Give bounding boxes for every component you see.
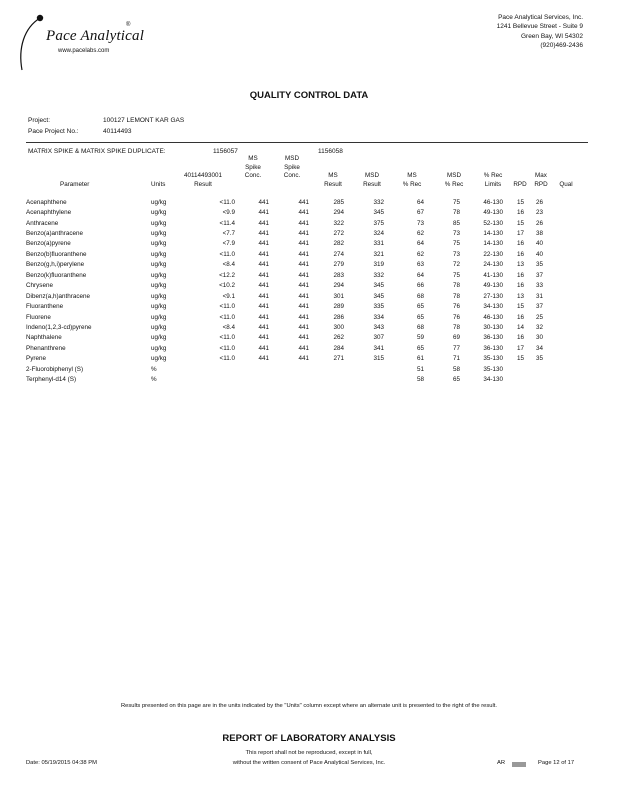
cell-rec-limits: 52-130 xyxy=(483,219,503,227)
cell-rec-limits: 36-130 xyxy=(483,334,503,342)
cell-msd-result xyxy=(344,374,384,384)
table-row xyxy=(26,301,543,311)
cell-msd-result: 331 xyxy=(373,240,384,248)
cell-ms-rec: 64 xyxy=(416,271,424,279)
cell-param: Pyrene xyxy=(26,355,46,363)
table-row xyxy=(26,354,543,364)
cell-ms-spike: 441 xyxy=(258,323,269,331)
cell-rec-limits: 34-130 xyxy=(483,303,503,311)
logo-url: www.pacelabs.com xyxy=(58,48,110,54)
page-title: QUALITY CONTROL DATA xyxy=(249,90,369,101)
cell-ms-spike: 441 xyxy=(258,355,269,363)
cell-rec-limits: 49-130 xyxy=(483,282,503,290)
address-line: Pace Analytical Services, Inc. xyxy=(498,14,583,21)
table-row xyxy=(26,197,543,207)
cell-ms-spike: 441 xyxy=(258,292,269,300)
cell-msd-result: 345 xyxy=(373,292,384,300)
cell-param: Benzo(a)pyrene xyxy=(26,240,71,248)
table-row xyxy=(26,364,543,374)
registered-mark: ® xyxy=(126,22,131,28)
cell-result: <11.0 xyxy=(219,198,235,206)
cell-rec-limits: 35-130 xyxy=(483,365,503,373)
cell-ms-rec: 51 xyxy=(416,365,424,373)
cell-max-rpd: 35 xyxy=(535,261,543,269)
table-row xyxy=(26,218,543,228)
table-row xyxy=(26,374,543,384)
cell-msd-rec: 75 xyxy=(452,240,460,248)
col-rec-limits-line: Limits xyxy=(484,180,502,188)
cell-rec-limits: 36-130 xyxy=(483,344,503,352)
cell-msd-rec: 85 xyxy=(452,219,460,227)
col-ms-result-line: Result xyxy=(324,180,342,188)
cell-rec-limits: 22-130 xyxy=(483,250,503,258)
cell-param: Fluorene xyxy=(26,313,51,321)
qc-table xyxy=(26,197,543,385)
table-row xyxy=(26,322,543,332)
address-line: Green Bay, WI 54302 xyxy=(520,32,583,40)
cell-msd-rec: 65 xyxy=(452,376,460,384)
cell-units: ug/kg xyxy=(151,250,167,258)
cell-msd-rec: 58 xyxy=(452,365,460,373)
cell-rpd: 16 xyxy=(516,282,524,290)
cell-result: <11.0 xyxy=(219,313,235,321)
col-ms-result-line: MS xyxy=(328,172,338,179)
cell-param: Benzo(a)anthracene xyxy=(26,230,84,238)
cell-units: ug/kg xyxy=(151,344,167,352)
cell-msd-spike xyxy=(269,364,309,374)
table-row xyxy=(26,249,543,259)
cell-ms-result: 300 xyxy=(333,323,344,331)
cell-msd-result: 341 xyxy=(373,344,384,352)
cell-msd-spike: 441 xyxy=(298,303,309,311)
cell-rpd: 13 xyxy=(516,261,524,269)
col-msd-result-line: MSD xyxy=(365,172,379,179)
col-msd-rec-line: MSD xyxy=(447,172,461,179)
cell-units: ug/kg xyxy=(151,271,167,279)
col-msd-rec xyxy=(439,172,469,189)
cell-msd-rec: 78 xyxy=(452,209,460,217)
cell-msd-spike: 441 xyxy=(298,271,309,279)
cell-ms-rec: 64 xyxy=(416,240,424,248)
cell-max-rpd: 25 xyxy=(535,313,543,321)
cell-units: % xyxy=(151,365,157,373)
cell-msd-result: 319 xyxy=(373,261,384,269)
table-row xyxy=(26,270,543,280)
cell-msd-spike: 441 xyxy=(298,282,309,290)
cell-param: Indeno(1,2,3-cd)pyrene xyxy=(26,323,92,331)
cell-rpd: 17 xyxy=(516,230,524,238)
cell-max-rpd xyxy=(524,374,543,384)
cell-rec-limits: 14-130 xyxy=(483,240,503,248)
cell-msd-spike xyxy=(269,374,309,384)
cell-rpd: 15 xyxy=(516,355,524,363)
cell-msd-result: 375 xyxy=(373,219,384,227)
col-result-line: 40114493001 xyxy=(183,172,223,179)
cell-rpd: 13 xyxy=(516,292,524,300)
cell-rpd xyxy=(503,374,524,384)
cell-msd-result: 345 xyxy=(373,209,384,217)
col-ms-spike-line: Spike xyxy=(245,163,261,171)
cell-units: ug/kg xyxy=(151,261,167,269)
cell-result: <11.0 xyxy=(219,250,235,258)
cell-ms-rec: 65 xyxy=(416,344,424,352)
cell-rec-limits: 49-130 xyxy=(483,209,503,217)
cell-msd-spike: 441 xyxy=(298,261,309,269)
cell-result xyxy=(191,364,235,374)
cell-rec-limits: 34-130 xyxy=(483,376,503,384)
cell-units: % xyxy=(151,376,157,384)
cell-rec-limits: 24-130 xyxy=(483,261,503,269)
cell-param: Dibenz(a,h)anthracene xyxy=(26,292,91,300)
cell-ms-result: 262 xyxy=(333,334,344,342)
cell-units: ug/kg xyxy=(151,209,167,217)
address-line: 1241 Bellevue Street - Suite 9 xyxy=(496,23,583,31)
cell-param: Naphthalene xyxy=(26,334,62,342)
cell-units: ug/kg xyxy=(151,219,167,227)
qc-table-body xyxy=(26,197,543,385)
cell-ms-result: 294 xyxy=(333,209,344,217)
footer-line-2: without the written consent of Pace Analytical Services, Inc. xyxy=(232,760,386,766)
cell-rpd: 15 xyxy=(516,303,524,311)
cell-msd-rec: 77 xyxy=(452,344,460,352)
cell-msd-result: 332 xyxy=(373,198,384,206)
cell-rpd: 16 xyxy=(516,313,524,321)
cell-msd-spike: 441 xyxy=(298,219,309,227)
pace-project-label: Pace Project No.: xyxy=(28,128,79,135)
cell-units: ug/kg xyxy=(151,303,167,311)
col-msd-spike-line: MSD xyxy=(285,155,299,162)
page-number: Page 12 of 17 xyxy=(538,760,575,766)
cell-msd-rec: 76 xyxy=(452,313,460,321)
cell-ms-rec: 63 xyxy=(416,261,424,269)
col-msd-spike-line: Conc. xyxy=(283,172,301,180)
table-row xyxy=(26,291,543,301)
cell-units: ug/kg xyxy=(151,334,167,342)
cell-msd-result: 335 xyxy=(373,303,384,311)
cell-ms-result: 289 xyxy=(333,303,344,311)
redacted-mark xyxy=(512,762,526,767)
col-result xyxy=(178,172,228,189)
cell-ms-spike xyxy=(235,364,269,374)
cell-ms-result: 322 xyxy=(333,219,344,227)
cell-max-rpd: 34 xyxy=(535,344,543,352)
table-row xyxy=(26,260,543,270)
cell-ms-rec: 58 xyxy=(416,376,424,384)
cell-ms-spike: 441 xyxy=(258,313,269,321)
cell-msd-result: 324 xyxy=(373,230,384,238)
cell-msd-rec: 73 xyxy=(452,230,460,238)
initials: AR xyxy=(497,760,506,766)
cell-msd-rec: 78 xyxy=(452,323,460,331)
cell-rec-limits: 14-130 xyxy=(483,230,503,238)
cell-max-rpd: 37 xyxy=(535,271,543,279)
cell-result: <11.0 xyxy=(219,344,235,352)
cell-ms-rec: 62 xyxy=(416,250,424,258)
cell-ms-result: 294 xyxy=(333,282,344,290)
cell-msd-spike: 441 xyxy=(298,334,309,342)
cell-msd-rec: 71 xyxy=(452,355,460,363)
cell-result: <11.4 xyxy=(219,219,235,227)
project-value: 100127 LEMONT KAR GAS xyxy=(103,117,185,124)
cell-result: <12.2 xyxy=(219,271,235,279)
cell-ms-rec: 68 xyxy=(416,292,424,300)
report-title: REPORT OF LABORATORY ANALYSIS xyxy=(222,733,396,744)
cell-result: <9.9 xyxy=(222,209,235,217)
col-rpd: RPD xyxy=(513,181,527,188)
col-msd-rec-line: % Rec xyxy=(444,180,464,188)
cell-result: <11.0 xyxy=(219,355,235,363)
cell-param: Benzo(g,h,i)perylene xyxy=(26,261,85,269)
cell-ms-result: 285 xyxy=(333,198,344,206)
col-units: Units xyxy=(151,181,166,188)
cell-ms-rec: 65 xyxy=(416,303,424,311)
col-ms-rec-line: MS xyxy=(407,172,417,179)
matrix-label: MATRIX SPIKE & MATRIX SPIKE DUPLICATE: xyxy=(28,148,166,155)
units-note: Results presented on this page are in the units indicated by the "Units" column except where an alternate unit is presented to the right of the result. xyxy=(121,703,497,709)
cell-units: ug/kg xyxy=(151,292,167,300)
cell-max-rpd: 38 xyxy=(535,230,543,238)
cell-rpd: 16 xyxy=(516,209,524,217)
col-ms-result xyxy=(318,172,348,189)
cell-msd-rec: 75 xyxy=(452,198,460,206)
cell-ms-result: 282 xyxy=(333,240,344,248)
cell-param: Terphenyl-d14 (S) xyxy=(26,376,77,384)
cell-ms-spike xyxy=(235,374,269,384)
cell-units: ug/kg xyxy=(151,230,167,238)
cell-rpd: 16 xyxy=(516,240,524,248)
cell-param: Acenaphthylene xyxy=(26,209,72,217)
cell-max-rpd: 31 xyxy=(535,292,543,300)
matrix-id-msd: 1156058 xyxy=(318,148,343,155)
cell-ms-spike: 441 xyxy=(258,209,269,217)
cell-ms-rec: 64 xyxy=(416,198,424,206)
cell-ms-result: 283 xyxy=(333,271,344,279)
cell-rec-limits: 30-130 xyxy=(483,323,503,331)
cell-units: ug/kg xyxy=(151,282,167,290)
cell-result: <7.7 xyxy=(222,230,235,238)
col-msd-spike xyxy=(277,155,307,181)
cell-msd-result: 345 xyxy=(373,282,384,290)
cell-rpd: 15 xyxy=(516,219,524,227)
cell-max-rpd: 23 xyxy=(535,209,543,217)
cell-result: <11.0 xyxy=(219,334,235,342)
cell-msd-spike: 441 xyxy=(298,230,309,238)
cell-ms-result: 279 xyxy=(333,261,344,269)
cell-result: <11.0 xyxy=(219,303,235,311)
cell-max-rpd: 30 xyxy=(535,334,543,342)
col-ms-spike-line: MS xyxy=(248,155,258,162)
cell-msd-result: 307 xyxy=(373,334,384,342)
cell-rec-limits: 27-130 xyxy=(483,292,503,300)
cell-ms-result: 284 xyxy=(333,344,344,352)
cell-ms-spike: 441 xyxy=(258,198,269,206)
cell-rpd: 17 xyxy=(516,344,524,352)
cell-ms-rec: 61 xyxy=(416,355,424,363)
cell-result: <8.4 xyxy=(222,261,235,269)
cell-param: 2-Fluorobiphenyl (S) xyxy=(26,365,84,373)
cell-ms-result: 301 xyxy=(333,292,344,300)
table-row xyxy=(26,333,543,343)
cell-param: Fluoranthene xyxy=(26,303,64,311)
cell-max-rpd: 40 xyxy=(535,250,543,258)
cell-ms-spike: 441 xyxy=(258,240,269,248)
cell-units: ug/kg xyxy=(151,240,167,248)
col-parameter: Parameter xyxy=(60,181,90,188)
cell-msd-spike: 441 xyxy=(298,344,309,352)
cell-result xyxy=(191,374,235,384)
col-rec-limits-line: % Rec xyxy=(483,172,503,179)
cell-rpd xyxy=(503,364,524,374)
cell-ms-spike: 441 xyxy=(258,271,269,279)
col-msd-result-line: Result xyxy=(363,180,381,188)
cell-msd-rec: 69 xyxy=(452,334,460,342)
cell-rec-limits: 35-130 xyxy=(483,355,503,363)
cell-max-rpd: 35 xyxy=(535,355,543,363)
col-max-rpd-line: Max xyxy=(535,172,547,179)
cell-units: ug/kg xyxy=(151,198,167,206)
col-ms-spike xyxy=(238,155,268,181)
cell-msd-result: 334 xyxy=(373,313,384,321)
cell-ms-rec: 67 xyxy=(416,209,424,217)
cell-msd-spike: 441 xyxy=(298,355,309,363)
cell-max-rpd xyxy=(524,364,543,374)
cell-msd-rec: 75 xyxy=(452,271,460,279)
cell-max-rpd: 26 xyxy=(535,219,543,227)
cell-msd-result: 321 xyxy=(373,250,384,258)
col-ms-spike-line: Conc. xyxy=(244,172,262,180)
table-row xyxy=(26,343,543,353)
cell-ms-spike: 441 xyxy=(258,230,269,238)
cell-param: Anthracene xyxy=(26,219,59,227)
cell-msd-spike: 441 xyxy=(298,198,309,206)
divider xyxy=(26,142,588,143)
cell-param: Benzo(b)fluoranthene xyxy=(26,250,87,258)
cell-param: Benzo(k)fluoranthene xyxy=(26,271,87,279)
cell-ms-rec: 65 xyxy=(416,313,424,321)
cell-msd-spike: 441 xyxy=(298,209,309,217)
cell-ms-result: 272 xyxy=(333,230,344,238)
cell-ms-spike: 441 xyxy=(258,282,269,290)
cell-ms-spike: 441 xyxy=(258,344,269,352)
col-result-line: Result xyxy=(194,180,212,188)
cell-ms-spike: 441 xyxy=(258,334,269,342)
table-row xyxy=(26,228,543,238)
table-row xyxy=(26,312,543,322)
cell-units: ug/kg xyxy=(151,313,167,321)
cell-max-rpd: 33 xyxy=(535,282,543,290)
cell-msd-spike: 441 xyxy=(298,313,309,321)
cell-rpd: 16 xyxy=(516,250,524,258)
logo-text: Pace Analytical xyxy=(46,28,145,44)
cell-msd-spike: 441 xyxy=(298,323,309,331)
col-msd-result xyxy=(355,172,389,189)
cell-msd-result: 343 xyxy=(373,323,384,331)
cell-rpd: 16 xyxy=(516,334,524,342)
cell-ms-result xyxy=(309,374,344,384)
cell-result: <8.4 xyxy=(222,323,235,331)
col-ms-rec xyxy=(397,172,427,189)
footer-line-1: This report shall not be reproduced, except in full, xyxy=(245,750,373,756)
col-max-rpd-line: RPD xyxy=(534,180,548,188)
cell-result: <7.9 xyxy=(222,240,235,248)
cell-msd-rec: 78 xyxy=(452,292,460,300)
cell-ms-result: 274 xyxy=(333,250,344,258)
col-ms-rec-line: % Rec xyxy=(402,180,422,188)
table-row xyxy=(26,239,543,249)
cell-ms-spike: 441 xyxy=(258,250,269,258)
cell-msd-rec: 72 xyxy=(452,261,460,269)
col-qual: Qual xyxy=(559,181,573,188)
cell-msd-spike: 441 xyxy=(298,250,309,258)
cell-result: <9.1 xyxy=(222,292,235,300)
cell-msd-rec: 73 xyxy=(452,250,460,258)
cell-msd-result xyxy=(344,364,384,374)
cell-rec-limits: 41-130 xyxy=(483,271,503,279)
cell-ms-spike: 441 xyxy=(258,303,269,311)
cell-rpd: 16 xyxy=(516,271,524,279)
cell-msd-result: 332 xyxy=(373,271,384,279)
cell-rpd: 14 xyxy=(516,323,524,331)
cell-result: <10.2 xyxy=(219,282,235,290)
col-max-rpd xyxy=(531,172,551,189)
cell-units: ug/kg xyxy=(151,323,167,331)
cell-ms-result xyxy=(309,364,344,374)
cell-max-rpd: 26 xyxy=(535,198,543,206)
table-row xyxy=(26,207,543,217)
project-label: Project: xyxy=(28,117,51,124)
table-row xyxy=(26,281,543,291)
cell-rec-limits: 46-130 xyxy=(483,198,503,206)
cell-rec-limits: 46-130 xyxy=(483,313,503,321)
cell-ms-rec: 62 xyxy=(416,230,424,238)
cell-msd-rec: 76 xyxy=(452,303,460,311)
report-date: Date: 05/19/2015 04:38 PM xyxy=(26,760,97,766)
cell-units: ug/kg xyxy=(151,355,167,363)
cell-max-rpd: 32 xyxy=(535,323,543,331)
cell-param: Chrysene xyxy=(26,282,53,290)
cell-ms-rec: 66 xyxy=(416,282,424,290)
pace-project-value: 40114493 xyxy=(103,128,132,135)
col-rec-limits xyxy=(476,172,510,189)
cell-max-rpd: 40 xyxy=(535,240,543,248)
cell-msd-spike: 441 xyxy=(298,240,309,248)
cell-ms-spike: 441 xyxy=(258,261,269,269)
address-line: (920)469-2436 xyxy=(540,42,583,50)
cell-ms-spike: 441 xyxy=(258,219,269,227)
cell-ms-rec: 68 xyxy=(416,323,424,331)
cell-ms-rec: 59 xyxy=(416,334,424,342)
cell-param: Acenaphthene xyxy=(26,198,67,206)
cell-ms-result: 286 xyxy=(333,313,344,321)
matrix-id-ms: 1156057 xyxy=(213,148,238,155)
cell-ms-result: 271 xyxy=(333,355,344,363)
cell-rpd: 15 xyxy=(516,198,524,206)
cell-ms-rec: 73 xyxy=(416,219,424,227)
cell-msd-rec: 78 xyxy=(452,282,460,290)
cell-max-rpd: 37 xyxy=(535,303,543,311)
logo xyxy=(14,8,174,78)
cell-msd-result: 315 xyxy=(373,355,384,363)
cell-param: Phenanthrene xyxy=(26,344,66,352)
lab-address xyxy=(497,13,583,51)
cell-msd-spike: 441 xyxy=(298,292,309,300)
col-msd-spike-line: Spike xyxy=(284,163,300,171)
